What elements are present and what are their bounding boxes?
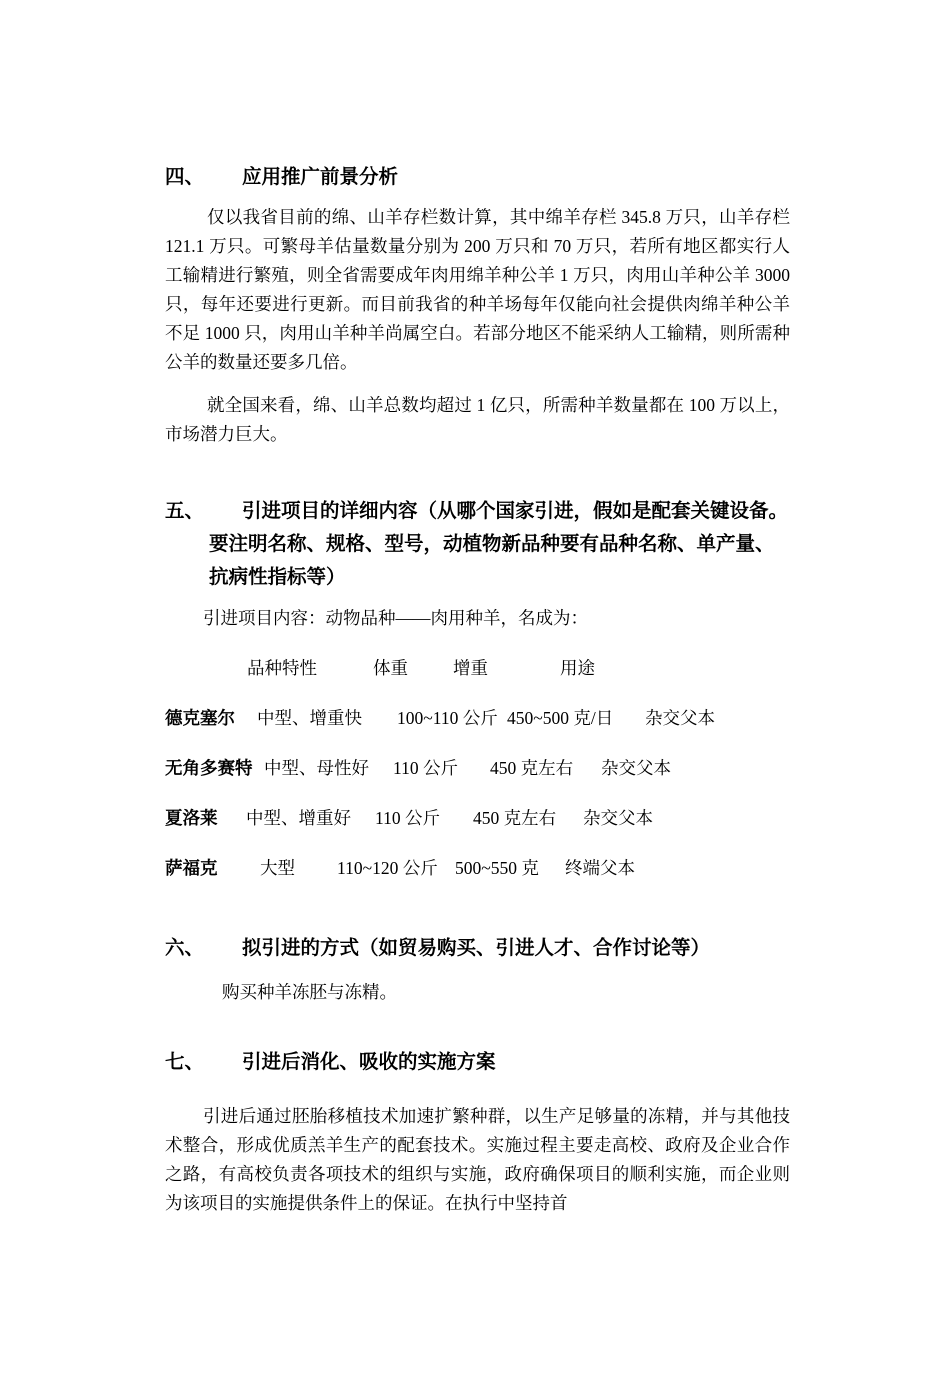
table-row	[165, 754, 790, 783]
table-header: 增重	[453, 658, 488, 678]
section-number: 五、	[165, 501, 205, 522]
breed-trait: 大型	[260, 858, 295, 878]
breed-weight: 100~110 公斤	[397, 708, 498, 728]
section-4-paragraph-2: 就全国来看，绵、山羊总数均超过 1 亿只，所需种羊数量都在 100 万以上，市场潜力巨大。	[165, 395, 790, 444]
table-header: 用途	[560, 658, 595, 678]
section-number: 四、	[165, 167, 205, 188]
breed-weight: 110 公斤	[375, 808, 440, 828]
breed-gain: 450 克左右	[473, 808, 557, 828]
table-row	[165, 704, 790, 733]
section-number: 六、	[165, 938, 205, 959]
breed-gain: 450~500 克/日	[507, 708, 614, 728]
breed-use: 杂交父本	[601, 758, 671, 778]
section-number: 七、	[165, 1052, 205, 1073]
table-header: 体重	[373, 658, 408, 678]
section-4-paragraph-1: 仅以我省目前的绵、山羊存栏数计算，其中绵羊存栏 345.8 万只，山羊存栏 121.1 万只。可繁母羊估量数量分别为 200 万只和 70 万只，若所有地区都实行人工输精进行繁殖，则全省需要成年肉用绵羊种公羊 1 万只，肉用山羊种公羊 3000 只，每年还要进行更新。而目前我省的种羊场每年仅能向社会提供肉绵羊种公羊不足 1000 只，肉用山羊种羊尚属空白。若部分地区不能采纳人工输精，则所需种公羊的数量还要多几倍。	[165, 207, 790, 372]
breed-name: 萨福克	[165, 858, 218, 878]
section-6-heading	[165, 932, 790, 965]
table-header-row	[165, 654, 790, 683]
section-4-heading	[165, 161, 790, 194]
breed-trait: 中型、增重快	[257, 708, 362, 728]
section-title: 引进后消化、吸收的实施方案	[242, 1052, 496, 1073]
breed-gain: 450 克左右	[490, 758, 574, 778]
breed-trait: 中型、母性好	[264, 758, 369, 778]
section-title: 拟引进的方式（如贸易购买、引进人才、合作讨论等）	[242, 938, 711, 959]
breed-weight: 110 公斤	[393, 758, 458, 778]
section-5-heading	[165, 495, 790, 594]
section-6-body: 购买种羊冻胚与冻精。	[222, 982, 397, 1002]
table-row	[165, 854, 790, 883]
breed-use: 终端父本	[565, 858, 635, 878]
breed-name: 夏洛莱	[165, 808, 218, 828]
section-7-paragraph: 引进后通过胚胎移植技术加速扩繁种群，以生产足够量的冻精，并与其他技术整合，形成优质羔羊生产的配套技术。实施过程主要走高校、政府及企业合作之路，有高校负责各项技术的组织与实施，政府确保项目的顺利实施，而企业则为该项目的实施提供条件上的保证。在执行中坚持首	[165, 1106, 790, 1213]
section-title: 引进项目的详细内容（从哪个国家引进，假如是配套关键设备。要注明名称、规格、型号，动植物新品种要有品种名称、单产量、抗病性指标等）	[209, 501, 789, 588]
breed-name: 德克塞尔	[165, 708, 235, 728]
section-5-intro: 引进项目内容：动物品种——肉用种羊，名成为：	[203, 608, 588, 628]
section-title: 应用推广前景分析	[242, 167, 399, 188]
breed-weight: 110~120 公斤	[337, 858, 438, 878]
section-7-heading	[165, 1046, 790, 1079]
breed-trait: 中型、增重好	[246, 808, 351, 828]
breed-name: 无角多赛特	[165, 758, 253, 778]
breed-gain: 500~550 克	[455, 858, 539, 878]
table-header: 品种特性	[247, 658, 317, 678]
table-row	[165, 804, 790, 833]
breed-use: 杂交父本	[645, 708, 715, 728]
breed-use: 杂交父本	[583, 808, 653, 828]
